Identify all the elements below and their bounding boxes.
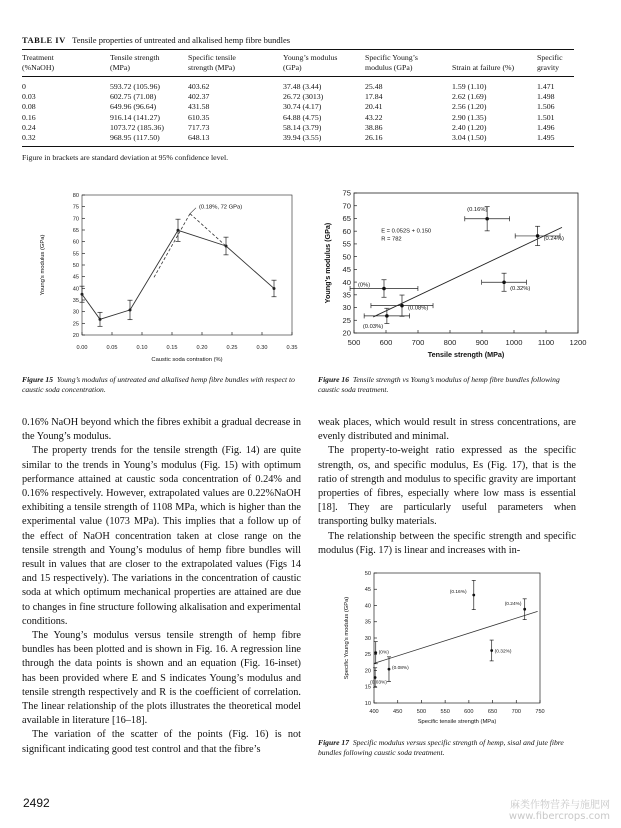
data-line — [82, 230, 274, 319]
y-tick-label: 40 — [72, 286, 79, 293]
table-header-cell: (MPa) — [110, 63, 130, 72]
left-text-column — [22, 416, 301, 757]
point-label: (0.24%) — [504, 602, 522, 608]
y-tick-label: 50 — [364, 570, 371, 577]
table-cell: 593.72 (105.96) — [110, 82, 161, 91]
table-cell: 0 — [22, 82, 26, 91]
table-cell: 0.08 — [22, 102, 36, 112]
table-cell: 0.32 — [22, 133, 36, 142]
table-top-rule — [22, 49, 574, 50]
y-tick-label: 35 — [364, 619, 371, 626]
x-tick-label: 0.00 — [76, 345, 88, 351]
table-cell: 2.62 (1.69) — [452, 92, 487, 102]
table-cell: 26.16 — [365, 133, 383, 142]
right-text-column — [318, 416, 576, 558]
table-cell: 968.95 (117.50) — [110, 133, 160, 142]
table-cell: 403.62 — [188, 82, 210, 91]
figure-15-chart — [22, 183, 302, 373]
x-tick-label: 0.35 — [286, 345, 298, 351]
y-tick-label: 25 — [72, 321, 79, 328]
annotation-label: (0.18%, 72 GPa) — [199, 204, 243, 211]
extrapolation-line — [154, 214, 190, 278]
data-point — [502, 280, 506, 284]
table-cell: 26.72 (3013) — [283, 92, 324, 102]
table-cell: 0.03 — [22, 92, 36, 102]
paragraph: 0.16% NaOH beyond which the fibres exhibit a gradual decrease in the Young’s modulus. — [22, 417, 301, 443]
y-tick-label: 65 — [72, 227, 79, 234]
x-tick-label: 700 — [511, 709, 521, 715]
x-tick-label: 900 — [475, 338, 489, 347]
y-tick-label: 30 — [342, 303, 351, 313]
data-point — [472, 594, 475, 597]
table-cell: 1.496 — [537, 122, 555, 132]
table-header-cell: (GPa) — [283, 63, 302, 72]
table-header-cell: strength (MPa) — [188, 63, 235, 72]
point-label: (0%) — [378, 650, 389, 656]
y-tick-label: 20 — [342, 328, 351, 338]
paragraph: weak places, which would result in stress concentrations, are evenly distributed and minimal. — [318, 417, 576, 443]
y-tick-label: 55 — [72, 251, 79, 258]
table-cell: 649.96 (96.64) — [110, 102, 157, 112]
figure-16-label: Figure 16 — [318, 375, 350, 384]
table-header-cell: Specific Young’s — [365, 53, 418, 62]
table-cell: 431.58 — [188, 102, 210, 112]
plot-frame — [354, 193, 578, 333]
point-label: (0.03%) — [362, 323, 384, 330]
table-cell: 610.35 — [188, 112, 210, 122]
x-tick-label: 550 — [440, 709, 450, 715]
regression-line — [374, 611, 538, 663]
table-header-cell: Treatment — [22, 53, 54, 62]
table-cell: 37.48 (3.44) — [283, 82, 322, 91]
paragraph: The property-to-weight ratio expressed as the specific strength, σs, and specific modulus, Es (Fig. 17), that is the ratio of strength and modulus to specific gravity are important properties of fibres, especially where low mass is essential [18]. They are particularly useful parameters when transporting bulky materials. — [318, 445, 576, 528]
paragraph: The Young’s modulus versus tensile strength of hemp fibre bundles has been plotted and is shown in Fig. 16. A regression line through the data points is shown and an equation (Fig. 16-inset) has been provided where E and S indicates Young’s modulus and tensile strength respectively and R is the coefficient of correlation. The linear relationship of the plots illustrates the theoretical model available in literature [16–18]. — [22, 630, 301, 727]
y-tick-label: 70 — [72, 216, 79, 223]
y-tick-label: 45 — [72, 274, 79, 281]
table-cell: 39.94 (3.55) — [283, 133, 322, 142]
x-tick-label: 700 — [411, 338, 425, 347]
correlation-label: R = 782 — [381, 236, 402, 243]
table-cell: 648.13 — [188, 133, 210, 142]
data-point — [273, 287, 276, 290]
x-tick-label: 0.05 — [106, 345, 118, 351]
data-point — [99, 318, 102, 321]
x-tick-label: 0.30 — [256, 345, 268, 351]
table-bottom-rule — [22, 146, 574, 147]
point-label: (0.03%) — [370, 680, 387, 686]
data-point — [485, 217, 489, 221]
y-axis-label: Young's modulus (GPa) — [323, 222, 332, 304]
data-point — [523, 608, 526, 611]
data-point — [374, 651, 377, 654]
y-tick-label: 40 — [364, 603, 371, 610]
table-cell: 402.37 — [188, 92, 210, 102]
point-label: (0.16%) — [449, 590, 467, 596]
table-note: Figure in brackets are standard deviation at 95% confidence level. — [22, 153, 229, 162]
watermark-line: www.fibercrops.com — [508, 811, 610, 822]
x-tick-label: 750 — [535, 709, 545, 715]
y-tick-label: 50 — [342, 252, 351, 262]
data-point — [388, 668, 391, 671]
table-cell: 38.86 — [365, 122, 383, 132]
plot-frame — [82, 195, 292, 335]
table-header-cell: modulus (GPa) — [365, 63, 413, 72]
x-tick-label: 0.20 — [196, 345, 208, 351]
table-cell: 43.22 — [365, 112, 383, 122]
y-tick-label: 45 — [364, 587, 371, 594]
table-cell: 58.14 (3.79) — [283, 122, 322, 132]
table-header-cell: Young’s modulus — [283, 53, 338, 62]
x-tick-label: 500 — [347, 338, 361, 347]
table-cell: 0.24 — [22, 122, 36, 132]
y-tick-label: 30 — [72, 309, 79, 316]
table-cell: 20.41 — [365, 102, 383, 112]
x-tick-label: 650 — [487, 709, 498, 715]
data-point — [81, 293, 84, 296]
table-cell: 1.471 — [537, 82, 555, 91]
figure-17-text: Specific modulus versus specific strength of hemp, sisal and jute fibre bundles following caustic soda treatment. — [318, 738, 564, 757]
y-tick-label: 45 — [342, 265, 351, 275]
y-tick-label: 60 — [72, 239, 79, 246]
y-tick-label: 25 — [342, 315, 351, 325]
figure-16-text: Tensile strength vs Young’s modulus of hemp fibre bundles following caustic soda treatment. — [318, 375, 560, 394]
y-tick-label: 65 — [342, 214, 351, 224]
x-tick-label: 0.15 — [166, 345, 178, 351]
y-tick-label: 60 — [342, 226, 351, 236]
table-cell: 17.84 — [365, 92, 383, 102]
x-axis-label: Tensile strength (MPa) — [427, 350, 505, 359]
watermark-line: 麻类作物营养与施肥网 — [510, 800, 610, 811]
table-cell: 3.04 (1.50) — [452, 133, 487, 142]
data-point — [536, 234, 540, 238]
table-header-cell: gravity — [537, 63, 560, 72]
data-point — [382, 287, 386, 291]
y-tick-label: 20 — [72, 332, 79, 339]
figure-17-caption — [318, 738, 576, 758]
table-cell: 64.88 (4.75) — [283, 112, 322, 122]
y-tick-label: 80 — [72, 192, 79, 199]
y-tick-label: 50 — [72, 262, 79, 269]
table-cell: 2.90 (1.35) — [452, 112, 487, 122]
figure-15-text: Young’s modulus of untreated and alkalised hemp fibre bundles with respect to caustic soda concentration. — [22, 375, 295, 394]
figure-15-caption — [22, 375, 304, 395]
y-tick-label: 35 — [72, 297, 79, 304]
table-cell: 602.75 (71.08) — [110, 92, 157, 102]
table-header-cell: Specific tensile — [188, 53, 236, 62]
x-tick-label: 1100 — [537, 338, 555, 347]
x-tick-label: 1000 — [505, 338, 523, 347]
point-label: (0.32%) — [510, 286, 531, 293]
table-caption-label: TABLE IV — [22, 35, 66, 45]
table-header-cell: Tensile strength — [110, 53, 160, 62]
y-tick-label: 35 — [342, 290, 351, 300]
point-label: (0.08%) — [391, 666, 409, 672]
page-number: 2492 — [23, 796, 50, 810]
y-axis-label: Young's modulus (GPa) — [40, 234, 46, 296]
point-label: (0.24%) — [543, 235, 564, 242]
table-cell: 1.498 — [537, 92, 555, 102]
y-tick-label: 20 — [364, 668, 371, 675]
y-tick-label: 40 — [342, 277, 351, 287]
table-cell: 2.40 (1.20) — [452, 122, 487, 132]
x-axis-label: Caustic soda contration (%) — [151, 357, 223, 363]
x-tick-label: 0.25 — [226, 345, 238, 351]
extrapolation-line — [190, 214, 226, 246]
y-tick-label: 70 — [342, 201, 351, 211]
data-point — [385, 314, 389, 318]
x-tick-label: 400 — [369, 709, 379, 715]
annotation-leader — [190, 208, 196, 214]
data-point — [374, 676, 377, 679]
table-header-rule — [22, 76, 574, 77]
paragraph: The relationship between the specific strength and specific modulus (Fig. 17) is linear and increases with in- — [318, 530, 576, 556]
x-tick-label: 1200 — [569, 338, 587, 347]
y-tick-label: 10 — [364, 700, 371, 707]
x-tick-label: 450 — [393, 709, 403, 715]
paragraph: The property trends for the tensile strength (Fig. 14) are quite similar to the trends in Young’s modulus (Fig. 15) with optimum performance attained at caustic soda concentration of 0.24% and 0.16% respectively. However, extrapolated values are 0.22%NaOH exhibiting a tensile strength of 1108 MPa, which is higher than the experimental value (1073 MPa). This implies that a follow up of the effect of NaOH concentration taken at close range on the tensile strength and Young’s modulus of hemp fibre bundles will result in values that are closer to the extrapolated values (Figs 14 and 15 respectively). The variations in the concentration of caustic soda at which optimum mechanical properties are attained are due to changes in fine structure following alkalisation and experimental conditions. — [22, 445, 301, 627]
table-header-cell: (%NaOH) — [22, 63, 55, 72]
table-cell: 2.56 (1.20) — [452, 102, 487, 112]
x-axis-label: Specific tensile strength (MPa) — [417, 719, 497, 725]
x-tick-label: 800 — [443, 338, 457, 347]
y-tick-label: 75 — [72, 204, 79, 211]
figure-17-chart — [318, 565, 580, 733]
paragraph: The variation of the scatter of the points (Fig. 16) is not significant indicating good test control and that the fibre’s — [22, 729, 301, 755]
regression-equation: E = 0.052S + 0.150 — [381, 228, 432, 235]
table-cell: 1.495 — [537, 133, 555, 142]
x-tick-label: 0.10 — [136, 345, 148, 351]
table-cell: 717.73 — [188, 122, 210, 132]
x-tick-label: 500 — [416, 709, 427, 715]
table-cell: 25.48 — [365, 82, 383, 91]
figure-17-label: Figure 17 — [318, 738, 350, 747]
point-label: (0.32%) — [494, 649, 512, 655]
figure-15-label: Figure 15 — [22, 375, 54, 384]
y-tick-label: 55 — [342, 239, 351, 249]
table-header-cell: Strain at failure (%) — [452, 63, 515, 72]
y-tick-label: 30 — [364, 635, 371, 642]
x-tick-label: 600 — [464, 709, 474, 715]
table-cell: 916.14 (141.27) — [110, 112, 161, 122]
y-tick-label: 15 — [364, 684, 371, 691]
table-cell: 0.16 — [22, 112, 36, 122]
table-caption — [22, 35, 290, 45]
data-point — [490, 649, 493, 652]
y-tick-label: 25 — [364, 652, 371, 659]
y-axis-label: Specific Young's modulus (GPa) — [344, 596, 350, 680]
data-point — [400, 304, 404, 308]
point-label: (0.16%) — [467, 206, 488, 213]
table-caption-text: Tensile properties of untreated and alkalised hemp fibre bundles — [72, 35, 291, 45]
x-tick-label: 600 — [379, 338, 393, 347]
table-cell: 1.59 (1.10) — [452, 82, 487, 91]
table-cell: 1073.72 (185.36) — [110, 122, 164, 132]
table-cell: 1.501 — [537, 112, 555, 122]
figure-16-caption — [318, 375, 578, 395]
table-cell: 1.506 — [537, 102, 555, 112]
data-point — [129, 308, 132, 311]
table-header-cell: Specific — [537, 53, 563, 62]
watermark-text — [430, 796, 610, 822]
y-tick-label: 75 — [342, 188, 351, 198]
data-point — [177, 229, 180, 232]
figure-16-chart — [318, 183, 588, 373]
table-cell: 30.74 (4.17) — [283, 102, 322, 112]
point-label: (0%) — [357, 282, 371, 289]
point-label: (0.08%) — [407, 305, 429, 312]
